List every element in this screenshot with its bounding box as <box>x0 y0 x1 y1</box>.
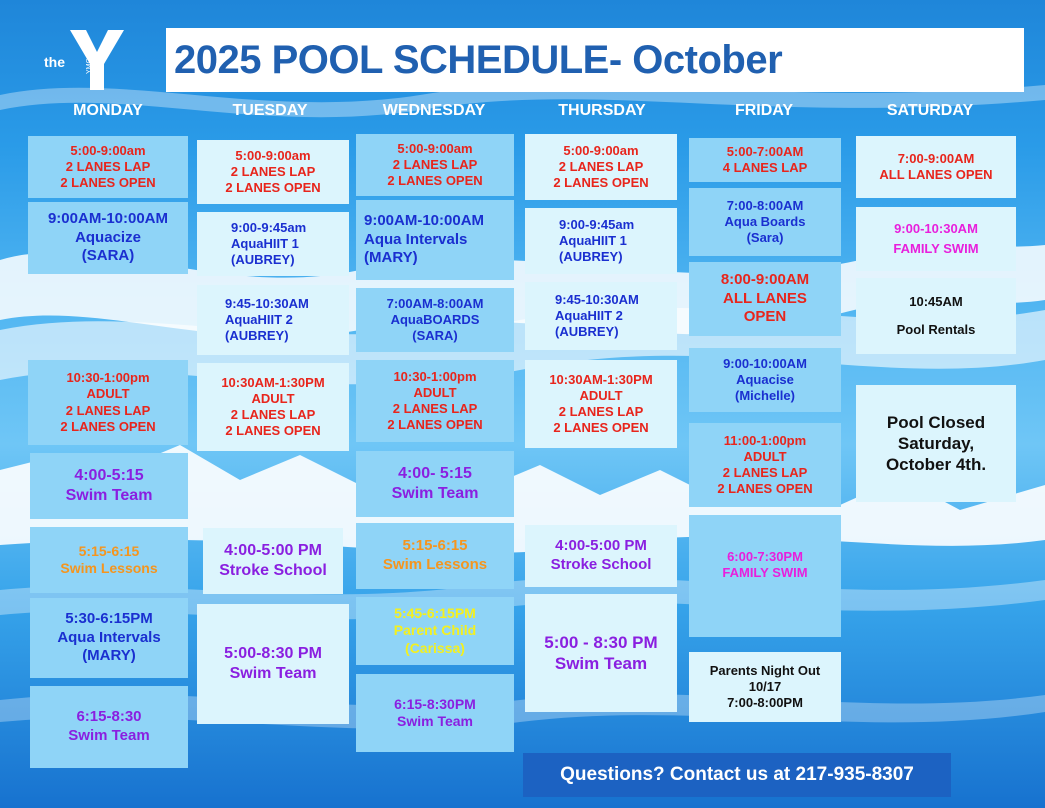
wednesday-slot-aquaboards: 7:00AM-8:00AM AquaBOARDS (SARA) <box>356 288 514 352</box>
wednesday-slot-adult: 10:30-1:00pm ADULT 2 LANES LAP 2 LANES OPEN <box>356 360 514 442</box>
friday-slot-adult: 11:00-1:00pm ADULT 2 LANES LAP 2 LANES OPEN <box>689 423 841 507</box>
thursday-slot-aquahiit-1: 9:00-9:45am AquaHIIT 1 (AUBREY) <box>525 208 677 274</box>
friday-slot-aqua-boards: 7:00-8:00AM Aqua Boards (Sara) <box>689 188 841 256</box>
monday-slot-lap-swim: 5:00-9:00am 2 LANES LAP 2 LANES OPEN <box>28 136 188 198</box>
contact-text: Questions? Contact us at 217-935-8307 <box>560 764 914 785</box>
wednesday-slot-aqua-intervals: 9:00AM-10:00AM Aqua Intervals (MARY) <box>356 200 514 280</box>
day-header-thursday: THURSDAY <box>558 102 646 119</box>
thursday-slot-aquahiit-2: 9:45-10:30AM AquaHIIT 2 (AUBREY) <box>525 282 677 350</box>
tuesday-slot-lap-swim: 5:00-9:00am 2 LANES LAP 2 LANES OPEN <box>197 140 349 204</box>
tuesday-slot-aquahiit-2: 9:45-10:30AM AquaHIIT 2 (AUBREY) <box>197 285 349 355</box>
contact-banner <box>523 753 951 797</box>
monday-slot-aqua-intervals: 5:30-6:15PM Aqua Intervals (MARY) <box>30 598 188 678</box>
tuesday-slot-aquahiit-1: 9:00-9:45am AquaHIIT 1 (AUBREY) <box>197 212 349 276</box>
monday-slot-swim-team-1: 4:00-5:15 Swim Team <box>30 453 188 519</box>
wednesday-slot-swim-team-2: 6:15-8:30PM Swim Team <box>356 674 514 752</box>
page-title <box>166 28 1024 92</box>
friday-slot-aquacise: 9:00-10:00AM Aquacise (Michelle) <box>689 348 841 412</box>
day-header-tuesday: TUESDAY <box>232 102 308 119</box>
wednesday-slot-swim-lessons: 5:15-6:15 Swim Lessons <box>356 523 514 589</box>
saturday-slot-pool-closed: Pool Closed Saturday, October 4th. <box>856 385 1016 502</box>
day-header-saturday: SATURDAY <box>886 102 974 119</box>
monday-slot-aquacize: 9:00AM-10:00AM Aquacize (SARA) <box>28 202 188 274</box>
tuesday-slot-swim-team: 5:00-8:30 PM Swim Team <box>197 604 349 724</box>
thursday-slot-lap-swim: 5:00-9:00am 2 LANES LAP 2 LANES OPEN <box>525 134 677 200</box>
wednesday-slot-parent-child: 5:45-6:15PM Parent Child (Carissa) <box>356 597 514 665</box>
thursday-slot-adult: 10:30AM-1:30PM ADULT 2 LANES LAP 2 LANES OPEN <box>525 360 677 448</box>
tuesday-slot-adult: 10:30AM-1:30PM ADULT 2 LANES LAP 2 LANES OPEN <box>197 363 349 451</box>
day-header-monday: MONDAY <box>73 102 143 119</box>
wednesday-slot-swim-team-1: 4:00- 5:15 Swim Team <box>356 451 514 517</box>
thursday-slot-swim-team: 5:00 - 8:30 PM Swim Team <box>525 594 677 712</box>
tuesday-slot-stroke-school: 4:00-5:00 PM Stroke School <box>203 528 343 594</box>
monday-slot-swim-team-2: 6:15-8:30 Swim Team <box>30 686 188 768</box>
saturday-slot-family-swim: 9:00-10:30AM FAMILY SWIM <box>856 207 1016 271</box>
saturday-slot-pool-rentals: 10:45AM Pool Rentals <box>856 278 1016 354</box>
logo-word-the: the <box>44 54 65 70</box>
friday-slot-lap-swim: 5:00-7:00AM 4 LANES LAP <box>689 138 841 182</box>
thursday-slot-stroke-school: 4:00-5:00 PM Stroke School <box>525 525 677 587</box>
friday-slot-all-lanes-open: 8:00-9:00AM ALL LANES OPEN <box>689 262 841 336</box>
friday-slot-parents-night-out: Parents Night Out 10/17 7:00-8:00PM <box>689 652 841 722</box>
day-header-wednesday: WEDNESDAY <box>382 102 486 119</box>
page-title-text: 2025 POOL SCHEDULE- October <box>174 37 783 82</box>
wednesday-slot-lap-swim: 5:00-9:00am 2 LANES LAP 2 LANES OPEN <box>356 134 514 196</box>
saturday-slot-all-lanes-open: 7:00-9:00AM ALL LANES OPEN <box>856 136 1016 198</box>
logo-small-ymca: YMCA <box>86 53 93 74</box>
friday-slot-family-swim: 6:00-7:30PM FAMILY SWIM <box>689 515 841 637</box>
monday-slot-swim-lessons: 5:15-6:15 Swim Lessons <box>30 527 188 593</box>
monday-slot-adult: 10:30-1:00pm ADULT 2 LANES LAP 2 LANES OPEN <box>28 360 188 445</box>
day-header-friday: FRIDAY <box>734 102 794 119</box>
